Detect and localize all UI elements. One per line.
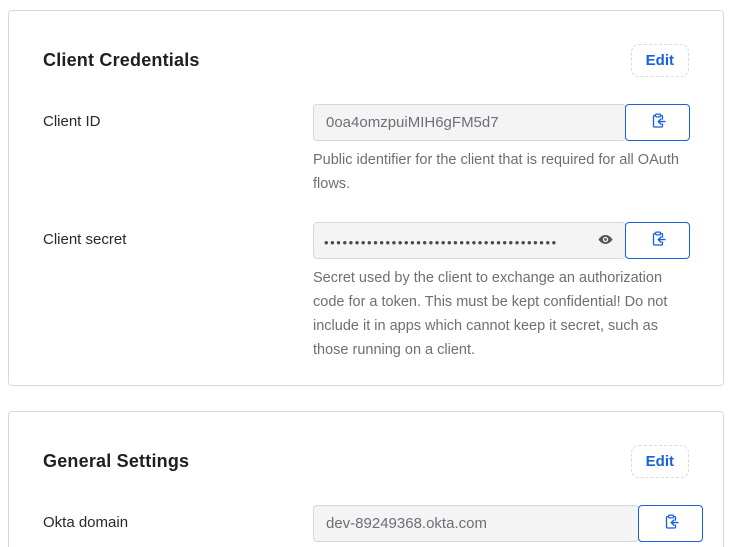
okta-domain-input[interactable] [313, 505, 639, 542]
copy-icon [650, 231, 666, 250]
general-settings-title: General Settings [43, 451, 190, 471]
copy-icon [663, 514, 679, 533]
copy-client-id-button[interactable] [625, 104, 690, 141]
client-secret-label: Client secret [43, 231, 127, 248]
client-id-row [43, 104, 689, 196]
copy-client-secret-button[interactable] [625, 222, 690, 259]
client-credentials-title: Client Credentials [43, 50, 200, 70]
client-credentials-edit-button[interactable]: Edit [631, 44, 689, 77]
reveal-secret-button[interactable] [595, 231, 615, 251]
client-secret-row [43, 222, 689, 362]
client-id-label: Client ID [43, 113, 101, 130]
client-secret-masked-value: •••••••••••••••••••••••••••••••••••••• [324, 234, 558, 249]
general-settings-panel [8, 411, 724, 547]
page [0, 10, 732, 547]
okta-domain-row [43, 505, 689, 542]
general-settings-header [43, 445, 689, 478]
client-credentials-header [43, 44, 689, 77]
general-settings-edit-button[interactable]: Edit [631, 445, 689, 478]
okta-domain-label: Okta domain [43, 514, 129, 531]
copy-icon [650, 113, 666, 132]
eye-icon [597, 231, 614, 251]
client-credentials-panel [8, 10, 724, 386]
client-id-description: Public identifier for the client that is required for all OAuth flows. [313, 152, 679, 192]
client-secret-input[interactable] [313, 222, 626, 259]
client-id-input[interactable] [313, 104, 626, 141]
copy-okta-domain-button[interactable] [638, 505, 703, 542]
client-secret-description: Secret used by the client to exchange an authorization code for a token. This must be kept confidential! Do not include it in apps which cannot keep it secret, such as those running on a client. [313, 270, 668, 358]
